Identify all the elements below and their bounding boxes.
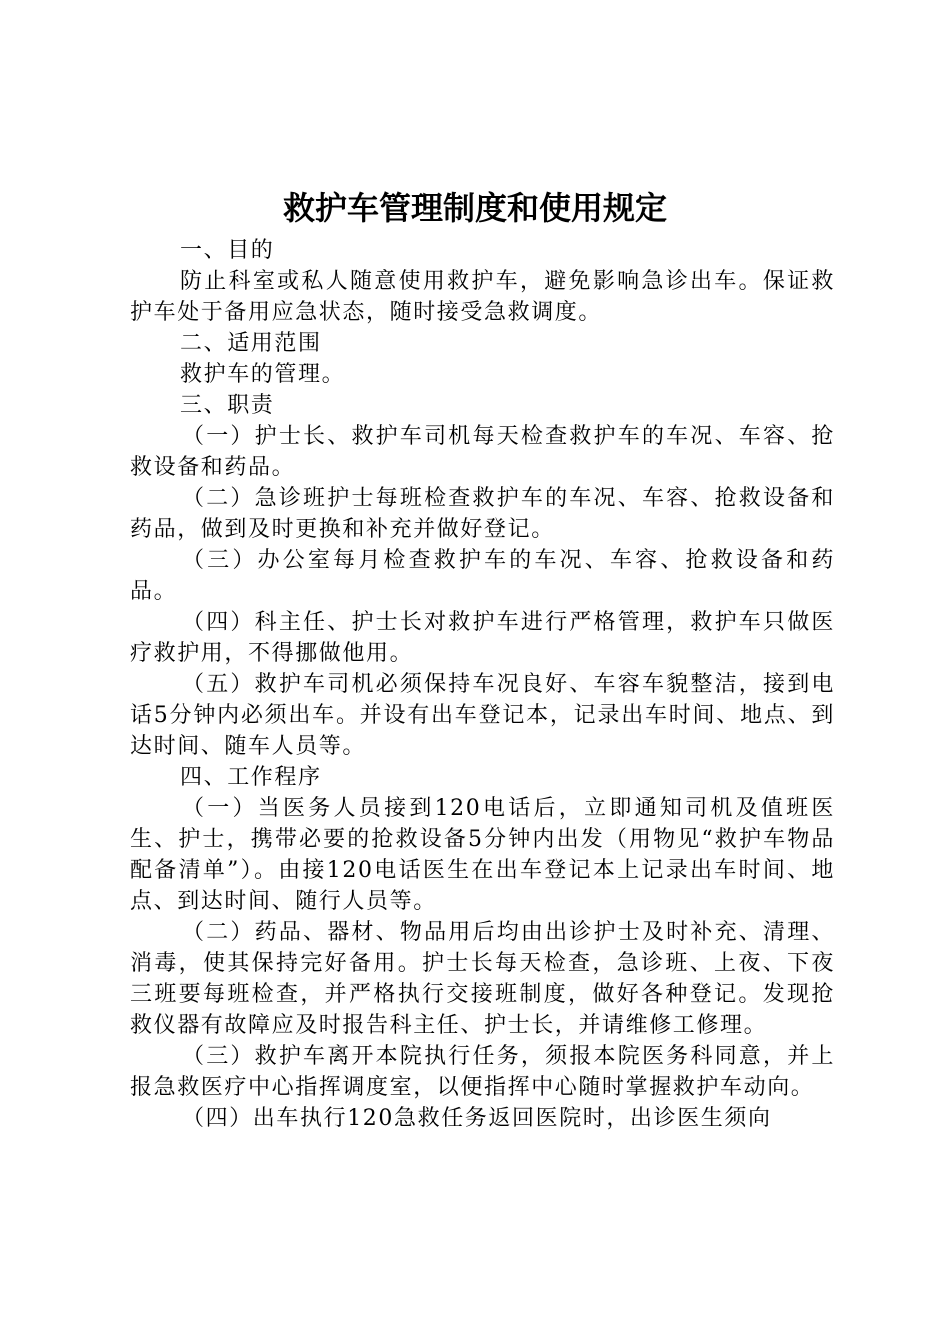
document-body xyxy=(130,235,835,1134)
section-heading-purpose: 一、目的 xyxy=(180,238,275,263)
responsibility-item-1: （一）护士长、救护车司机每天检查救护车的车况、车容、抢救设备和药品。 xyxy=(130,424,835,480)
responsibility-item-5: （五）救护车司机必须保持车况良好、车容车貌整洁，接到电话5分钟内必须出车。并设有出车登记本，记录出车时间、地点、到达时间、随车人员等。 xyxy=(130,672,835,759)
procedure-item-3: （三）救护车离开本院执行任务，须报本院医务科同意，并上报急救医疗中心指挥调度室，以便指挥中心随时掌握救护车动向。 xyxy=(130,1044,835,1100)
document-title: 救护车管理制度和使用规定 xyxy=(282,189,667,227)
paragraph-scope: 救护车的管理。 xyxy=(180,362,346,387)
section-heading-responsibilities: 三、职责 xyxy=(180,393,275,418)
paragraph-purpose: 防止科室或私人随意使用救护车，避免影响急诊出车。保证救护车处于备用应急状态，随时接受急救调度。 xyxy=(130,269,835,325)
section-heading-procedure: 四、工作程序 xyxy=(180,765,322,790)
responsibility-item-2: （二）急诊班护士每班检查救护车的车况、车容、抢救设备和药品，做到及时更换和补充并做好登记。 xyxy=(130,486,835,542)
procedure-item-2: （二）药品、器材、物品用后均由出诊护士及时补充、清理、消毒，使其保持完好备用。护士长每天检查，急诊班、上夜、下夜三班要每班检查，并严格执行交接班制度，做好各种登记。发现抢救仪器有故障应及时报告科主任、护士长，并请维修工修理。 xyxy=(130,920,835,1038)
responsibility-item-4: （四）科主任、护士长对救护车进行严格管理，救护车只做医疗救护用，不得挪做他用。 xyxy=(130,610,835,666)
responsibility-item-3: （三）办公室每月检查救护车的车况、车容、抢救设备和药品。 xyxy=(130,548,835,604)
procedure-item-4: （四）出车执行120急救任务返回医院时，出诊医生须向 xyxy=(182,1106,772,1131)
procedure-item-1: （一）当医务人员接到120电话后，立即通知司机及值班医生、护士，携带必要的抢救设备5分钟内出发（用物见“救护车物品配备清单”）。由接120电话医生在出车登记本上记录出车时间、地点、到达时间、随行人员等。 xyxy=(130,796,835,914)
section-heading-scope: 二、适用范围 xyxy=(180,331,322,356)
